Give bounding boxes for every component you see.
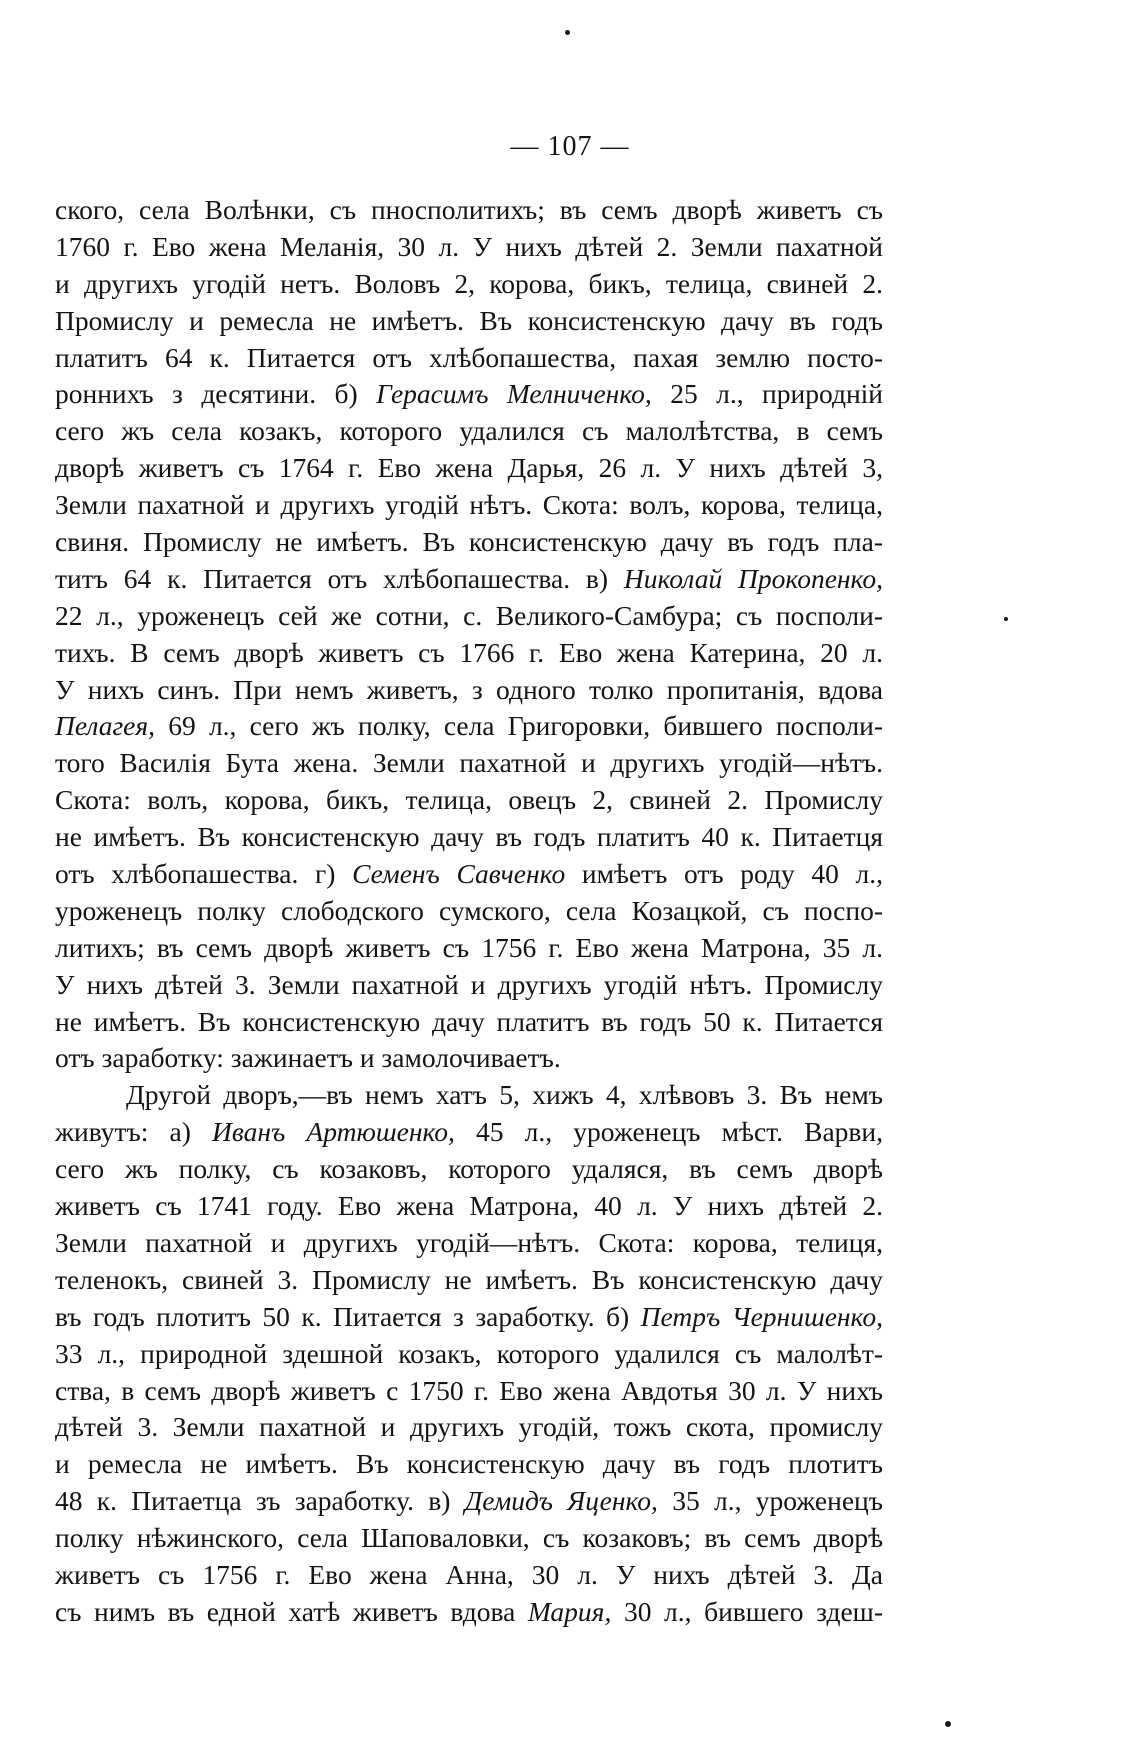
text-line (55, 1299, 883, 1336)
person-name: Герасимъ Мелниченко, (376, 378, 652, 410)
text-segment: имѣетъ отъ роду 40 л., (581, 858, 884, 890)
text-line: Земли пахатной и другихъ угодій нѣтъ. Скота: волъ, корова, телица, (55, 489, 883, 521)
text-line (55, 561, 883, 598)
person-name: Мария, (527, 1595, 612, 1627)
text-line: живетъ съ 1741 году. Ево жена Матрона, 40 л. У нихъ дѣтей 2. (55, 1190, 883, 1222)
text-segment: 25 л., природній (670, 378, 884, 410)
text-line: не имѣетъ. Въ консистенскую дачу платитъ въ годъ 50 к. Питается (55, 1005, 883, 1037)
text-line: литихъ; въ семъ дворѣ живетъ съ 1756 г. Ево жена Матрона, 35 л. (55, 931, 883, 963)
person-name: Пелагея, (55, 710, 156, 742)
text-line: теленокъ, свиней 3. Промислу не имѣетъ. Въ консистенскую дачу (55, 1263, 883, 1295)
person-name: Демидъ Яценко, (464, 1485, 658, 1517)
text-line: 33 л., природной здешной козакъ, которого удалился съ малолѣт- (55, 1337, 883, 1369)
text-line: отъ заработку: зажинаетъ и замолочиваетъ. (55, 1042, 561, 1074)
text-line (55, 376, 883, 413)
text-line: и другихъ угодій нетъ. Воловъ 2, корова, бикъ, телица, свиней 2. (55, 267, 883, 299)
text-segment: съ нимъ въ едной хатѣ живетъ вдова (55, 1595, 516, 1627)
page-number: — 107 — (510, 131, 630, 162)
text-line: Промислу и ремесла не имѣетъ. Въ консистенскую дачу въ годъ (55, 304, 883, 336)
text-segment: 30 л., бившего здеш- (623, 1595, 884, 1627)
text-line: ства, в семъ дворѣ живетъ с 1750 г. Ево жена Авдотья 30 л. У нихъ (55, 1374, 883, 1406)
text-segment: 35 л., уроженецъ (672, 1485, 883, 1517)
text-line: того Василія Бута жена. Земли пахатной и другихъ угодій—нѣтъ. (55, 747, 883, 779)
text-line: тихъ. В семъ дворѣ живетъ съ 1766 г. Ево жена Катерина, 20 л. (55, 636, 883, 668)
text-segment: титъ 64 к. Питается отъ хлѣбопашества. в) (55, 562, 609, 594)
text-segment: отъ хлѣбопашества. г) (55, 858, 336, 890)
text-line: У нихъ синъ. При немъ живетъ, з одного толко пропитанія, вдова (55, 673, 883, 705)
text-segment: 69 л., сего жъ полку, села Григоровки, бившего посполи- (168, 710, 883, 742)
text-line (55, 856, 883, 893)
person-name: Семенъ Савченко (352, 858, 566, 890)
text-line: сего жъ села козакъ, которого удалился съ малолѣтства, в семъ (55, 415, 883, 447)
text-line: сего жъ полку, съ козаковъ, которого удаляся, въ семъ дворѣ (55, 1153, 883, 1185)
text-line: живетъ съ 1756 г. Ево жена Анна, 30 л. У нихъ дѣтей 3. Да (55, 1558, 883, 1590)
text-line: Земли пахатной и другихъ угодій—нѣтъ. Скота: корова, телиця, (55, 1226, 883, 1258)
text-segment: 48 к. Питаетца зъ заработку. в) (55, 1485, 451, 1517)
body-text (55, 192, 883, 1631)
text-line: Другой дворъ,—въ немъ хатъ 5, хижъ 4, хлѣвовъ 3. Въ немъ (126, 1079, 883, 1111)
text-line: уроженецъ полку слободского сумского, села Козацкой, съ поспо- (55, 894, 883, 926)
text-line (55, 1594, 883, 1631)
text-line: дѣтей 3. Земли пахатной и другихъ угодій, тожъ скота, промислу (55, 1411, 883, 1443)
text-line: платитъ 64 к. Питается отъ хлѣбопашества, пахая землю посто- (55, 341, 883, 373)
person-name: Иванъ Артюшенко, (212, 1116, 455, 1148)
text-line: свиня. Промислу не имѣетъ. Въ консистенскую дачу въ годъ пла- (55, 526, 883, 558)
text-segment: живутъ: а) (55, 1116, 191, 1148)
text-line: не имѣетъ. Въ консистенскую дачу въ годъ платитъ 40 к. Питаетця (55, 821, 883, 853)
text-line (55, 1483, 883, 1520)
text-line: Скота: волъ, корова, бикъ, телица, овецъ 2, свиней 2. Промислу (55, 784, 883, 816)
text-segment: 45 л., уроженецъ мѣст. Варви, (476, 1116, 884, 1148)
text-line: ского, села Волѣнки, съ пносполитихъ; въ семъ дворѣ живетъ съ (55, 194, 883, 225)
text-line: полку нѣжинского, села Шаповаловки, съ козаковъ; въ семъ дворѣ (55, 1522, 883, 1554)
person-name: Николай Прокопенко, (623, 562, 883, 594)
text-line: дворѣ живетъ съ 1764 г. Ево жена Дарья, 26 л. У нихъ дѣтей 3, (55, 452, 883, 484)
ink-speck (945, 1721, 951, 1727)
text-line (55, 1114, 883, 1151)
text-segment: въ годъ плотитъ 50 к. Питается з заработку. б) (55, 1300, 630, 1332)
text-line: 22 л., уроженецъ сей же сотни, с. Великого-Самбура; съ посполи- (55, 599, 883, 631)
text-line (55, 708, 883, 745)
ink-speck (1004, 617, 1008, 621)
text-segment: роннихъ з десятини. б) (55, 378, 358, 410)
ink-speck (565, 30, 570, 35)
person-name: Петръ Чернишенко, (640, 1300, 883, 1332)
text-line: и ремесла не имѣетъ. Въ консистенскую дачу въ годъ плотитъ (55, 1448, 883, 1480)
text-line: У нихъ дѣтей 3. Земли пахатной и другихъ угодій нѣтъ. Промислу (55, 968, 883, 1000)
text-line: 1760 г. Ево жена Меланія, 30 л. У нихъ дѣтей 2. Земли пахатной (55, 230, 883, 262)
